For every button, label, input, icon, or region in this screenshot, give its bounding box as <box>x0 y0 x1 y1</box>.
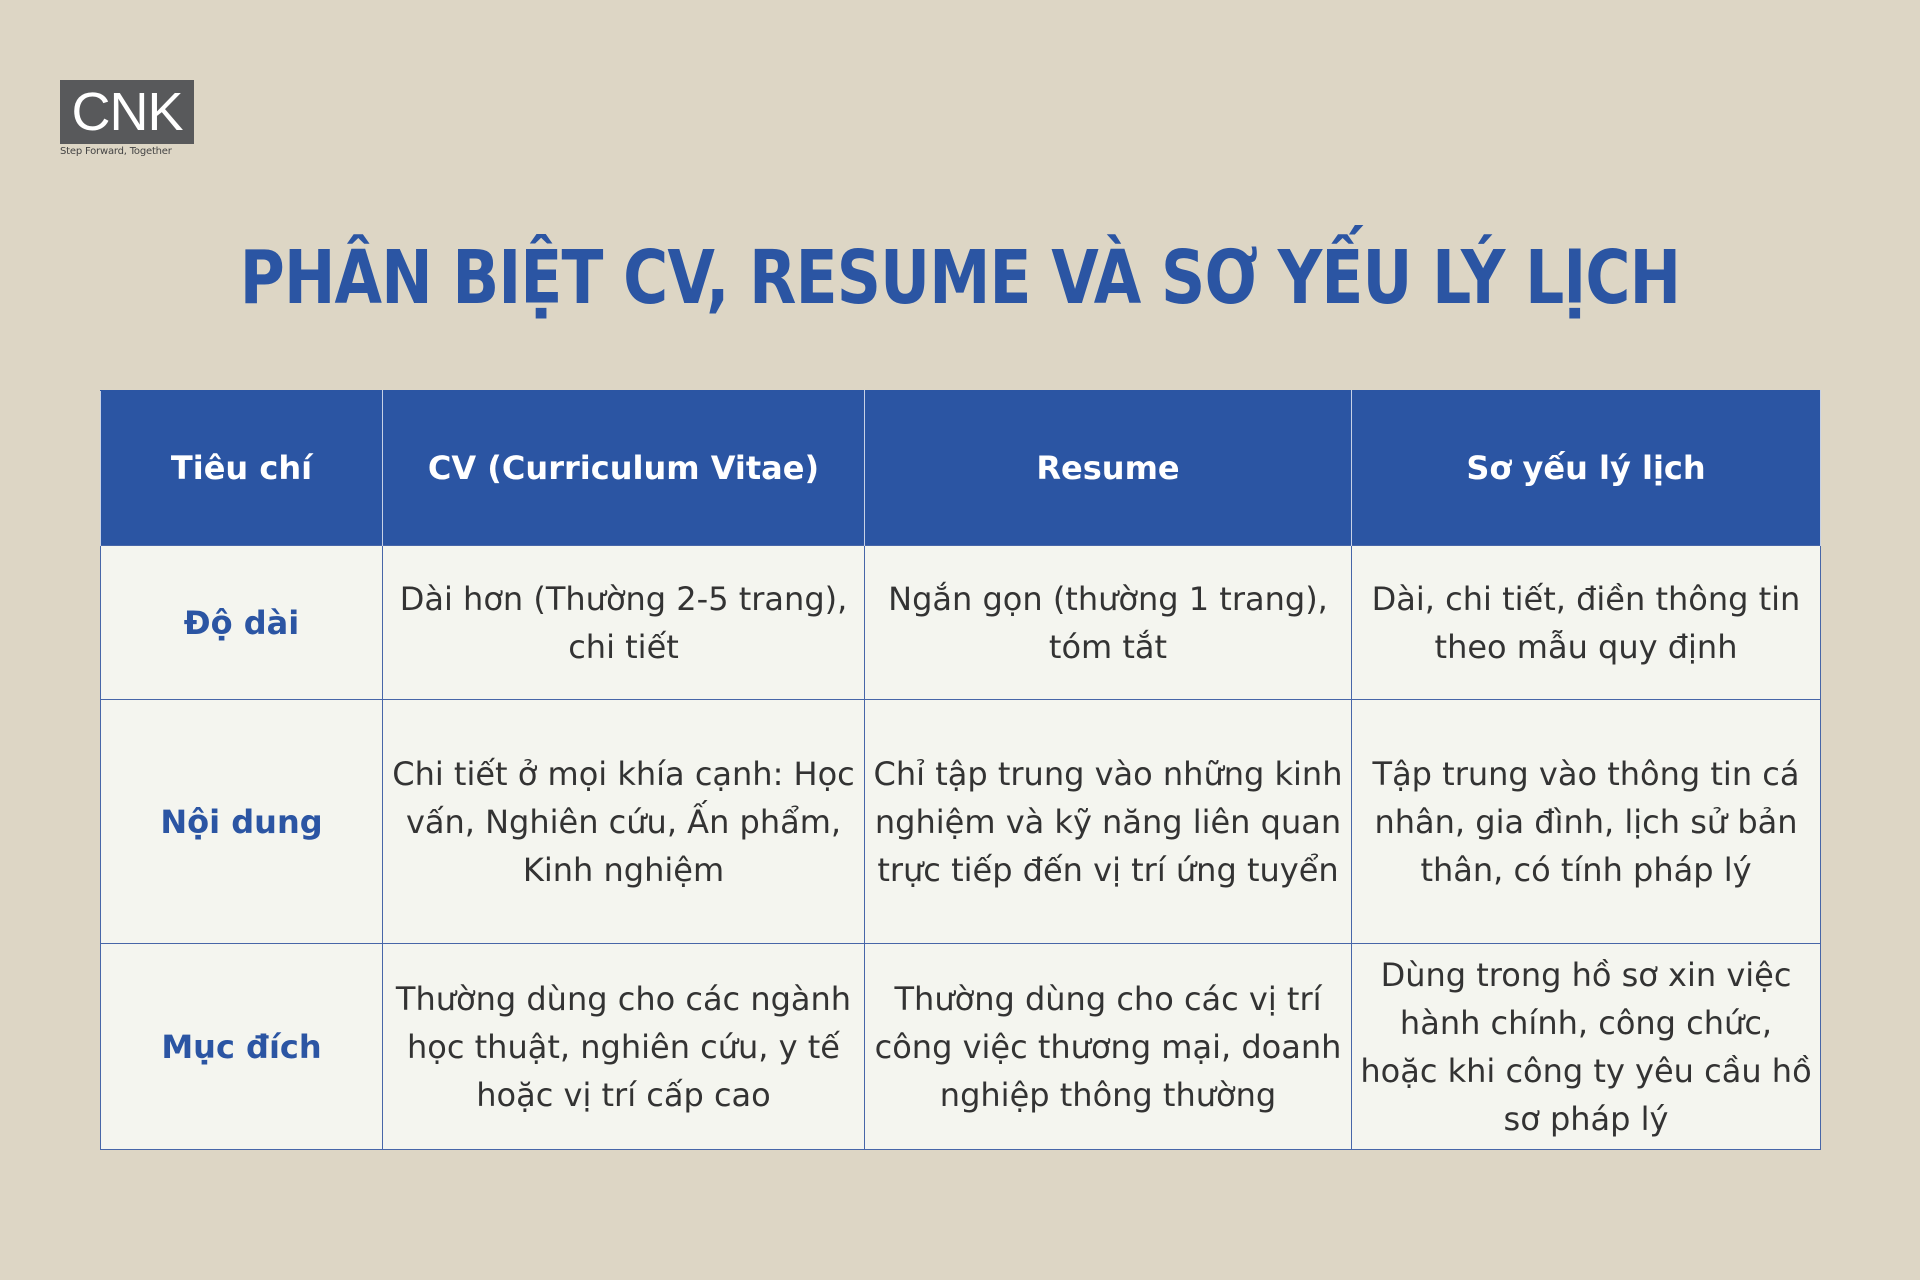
logo-wordmark: CNK <box>60 80 194 144</box>
comparison-table <box>100 390 1821 1150</box>
resume-cell: Chỉ tập trung vào những kinh nghiệm và kỹ năng liên quan trực tiếp đến vị trí ứng tuyển <box>865 700 1352 944</box>
criterion-cell: Nội dung <box>101 700 383 944</box>
cv-cell: Chi tiết ở mọi khía cạnh: Học vấn, Nghiên cứu, Ấn phẩm, Kinh nghiệm <box>383 700 865 944</box>
header-cv: CV (Curriculum Vitae) <box>383 391 865 546</box>
criterion-cell: Mục đích <box>101 944 383 1150</box>
table-row <box>101 944 1821 1150</box>
so-yeu-ly-lich-cell: Dùng trong hồ sơ xin việc hành chính, công chức, hoặc khi công ty yêu cầu hồ sơ pháp lý <box>1352 944 1821 1150</box>
criterion-cell: Độ dài <box>101 546 383 700</box>
resume-cell: Thường dùng cho các vị trí công việc thương mại, doanh nghiệp thông thường <box>865 944 1352 1150</box>
brand-logo <box>60 80 196 157</box>
so-yeu-ly-lich-cell: Tập trung vào thông tin cá nhân, gia đình, lịch sử bản thân, có tính pháp lý <box>1352 700 1821 944</box>
header-criterion: Tiêu chí <box>101 391 383 546</box>
header-so-yeu-ly-lich: Sơ yếu lý lịch <box>1352 391 1821 546</box>
resume-cell: Ngắn gọn (thường 1 trang), tóm tắt <box>865 546 1352 700</box>
table-header-row <box>101 391 1821 546</box>
cv-cell: Dài hơn (Thường 2-5 trang), chi tiết <box>383 546 865 700</box>
table-row <box>101 546 1821 700</box>
header-resume: Resume <box>865 391 1352 546</box>
page-title: PHÂN BIỆT CV, RESUME VÀ SƠ YẾU LÝ LỊCH <box>239 235 1681 321</box>
logo-tagline: Step Forward, Together <box>60 146 172 157</box>
table-row <box>101 700 1821 944</box>
cv-cell: Thường dùng cho các ngành học thuật, nghiên cứu, y tế hoặc vị trí cấp cao <box>383 944 865 1150</box>
so-yeu-ly-lich-cell: Dài, chi tiết, điền thông tin theo mẫu quy định <box>1352 546 1821 700</box>
